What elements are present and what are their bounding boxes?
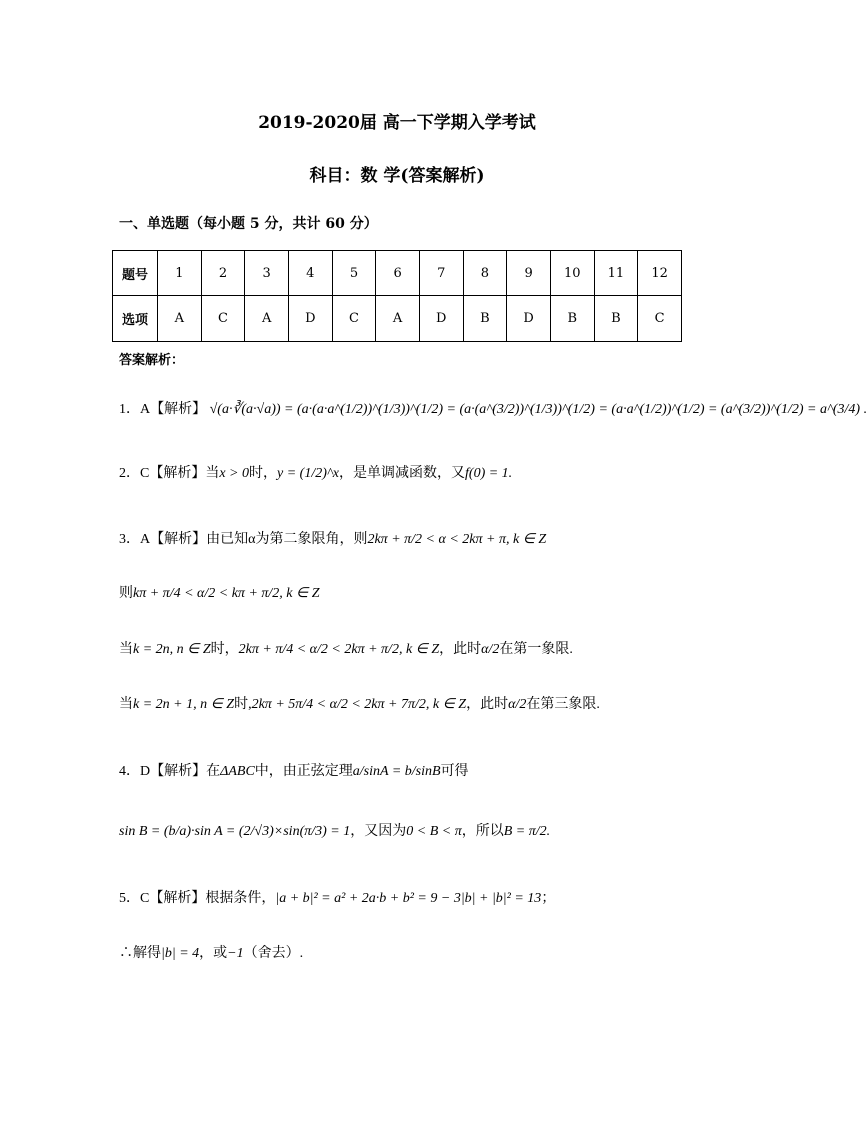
q3-math: k = 2n, n ∈ Z — [133, 642, 211, 657]
q3-text: 在第一象限. — [499, 642, 573, 657]
table-cell: 10 — [550, 251, 594, 296]
section-heading: 一、单选题（每小题 5 分，共计 60 分） — [119, 216, 378, 232]
answer-table — [112, 250, 682, 342]
q3-text: 由已知α为第二象限角，则 — [206, 532, 368, 547]
q3-text: 当 — [119, 642, 133, 657]
q4-text: 可得 — [440, 764, 469, 779]
table-row-numbers — [113, 251, 682, 296]
q3-text: 在第三象限. — [526, 697, 600, 712]
q3-prefix: 3．A【解析】 — [119, 532, 207, 547]
solution-q3-line4 — [119, 693, 600, 713]
q3-math: α/2 — [508, 697, 527, 712]
table-cell: 9 — [507, 251, 551, 296]
solution-q4-line1 — [119, 760, 469, 780]
q3-math: kπ + π/4 < α/2 < kπ + π/2, k ∈ Z — [133, 586, 320, 601]
solution-q1 — [119, 398, 867, 418]
page-title: 2019-2020届 高一下学期入学考试 — [258, 113, 536, 133]
table-cell: 11 — [594, 251, 638, 296]
q5-text: ，或 — [199, 946, 228, 961]
table-cell: 12 — [638, 251, 682, 296]
table-cell: 3 — [245, 251, 289, 296]
q1-math: √(a·∛(a·√a)) = (a·(a·a^(1/2))^(1/3))^(1/2) = (a·(a^(3/2))^(1/3))^(1/2) = (a·a^(1/2))^(1/2) = (a^(3/2))^(1/2) = a^(3/4) . — [209, 402, 867, 417]
q3-math: 2kπ + 5π/4 < α/2 < 2kπ + 7π/2, k ∈ Z — [251, 697, 467, 712]
q4-math: 0 < B < π — [406, 824, 462, 839]
table-cell: 6 — [376, 251, 420, 296]
solution-q3-line2 — [119, 582, 319, 602]
table-cell: C — [638, 296, 682, 342]
q4-prefix: 4．D【解析】 — [119, 764, 207, 779]
q2-text: ，是单调减函数，又 — [339, 466, 466, 481]
table-cell: D — [288, 296, 332, 342]
solution-q4-line2 — [119, 820, 550, 840]
solution-q5-line2 — [119, 942, 303, 962]
table-cell: A — [376, 296, 420, 342]
q4-math: sin B = (b/a)·sin A = (2/√3)×sin(π/3) = 1 — [119, 824, 351, 839]
q3-text: ，此时 — [466, 697, 509, 712]
table-cell: 7 — [419, 251, 463, 296]
table-cell: B — [550, 296, 594, 342]
table-cell: B — [594, 296, 638, 342]
q2-math: y = (1/2)^x — [277, 466, 340, 481]
q2-math: f(0) = 1. — [465, 466, 513, 481]
q2-prefix: 2．C【解析】 — [119, 466, 206, 481]
q3-text: ，此时 — [439, 642, 482, 657]
q4-text: ，所以 — [461, 824, 504, 839]
q3-text: 时， — [210, 642, 239, 657]
q2-math: x > 0 — [219, 466, 250, 481]
q3-text: 时, — [234, 697, 252, 712]
q4-text: 中，由正弦定理 — [254, 764, 353, 779]
table-row-label: 题号 — [113, 251, 158, 296]
table-cell: B — [463, 296, 507, 342]
q4-math: B = π/2. — [503, 824, 551, 839]
table-cell: A — [158, 296, 202, 342]
table-cell: 8 — [463, 251, 507, 296]
q2-text: 当 — [205, 466, 220, 481]
solution-q3-line1 — [119, 528, 546, 548]
solution-q5-line1 — [119, 887, 555, 907]
q2-text: 时， — [249, 466, 278, 481]
solution-q3-line3 — [119, 638, 573, 658]
q4-text: ，又因为 — [350, 824, 407, 839]
table-cell: D — [507, 296, 551, 342]
table-cell: A — [245, 296, 289, 342]
table-cell: 4 — [288, 251, 332, 296]
solutions-label: 答案解析： — [119, 353, 185, 368]
table-cell: C — [332, 296, 376, 342]
q4-math: a/sinA = b/sinB — [352, 764, 441, 779]
q3-math: 2kπ + π/4 < α/2 < 2kπ + π/2, k ∈ Z — [238, 642, 440, 657]
q5-math: −1 — [227, 946, 244, 961]
page-subtitle: 科目：数 学(答案解析) — [309, 166, 485, 186]
table-cell: C — [201, 296, 245, 342]
q5-text: （舍去）. — [243, 946, 304, 961]
q5-text: ∴解得 — [119, 946, 161, 961]
q4-math: ΔABC — [220, 764, 255, 779]
table-cell: 1 — [158, 251, 202, 296]
table-row-answers — [113, 296, 682, 342]
q5-text: 根据条件， — [205, 891, 276, 906]
table-row-label: 选项 — [113, 296, 158, 342]
table-cell: D — [419, 296, 463, 342]
q3-math: 2kπ + π/2 < α < 2kπ + π, k ∈ Z — [367, 532, 547, 547]
table-cell: 5 — [332, 251, 376, 296]
q3-text: 当 — [119, 697, 133, 712]
q5-math: |a + b|² = a² + 2a·b + b² = 9 − 3|b| + |b|² = 13 — [275, 891, 542, 906]
q3-text: 则 — [119, 586, 133, 601]
q5-prefix: 5．C【解析】 — [119, 891, 206, 906]
q5-text: ； — [541, 891, 556, 906]
q4-text: 在 — [206, 764, 221, 779]
q3-math: α/2 — [481, 642, 500, 657]
solution-q2 — [119, 462, 512, 482]
q5-math: |b| = 4 — [161, 946, 200, 961]
table-cell: 2 — [201, 251, 245, 296]
q3-math: k = 2n + 1, n ∈ Z — [133, 697, 235, 712]
q1-prefix: 1．A【解析】 — [119, 402, 207, 417]
